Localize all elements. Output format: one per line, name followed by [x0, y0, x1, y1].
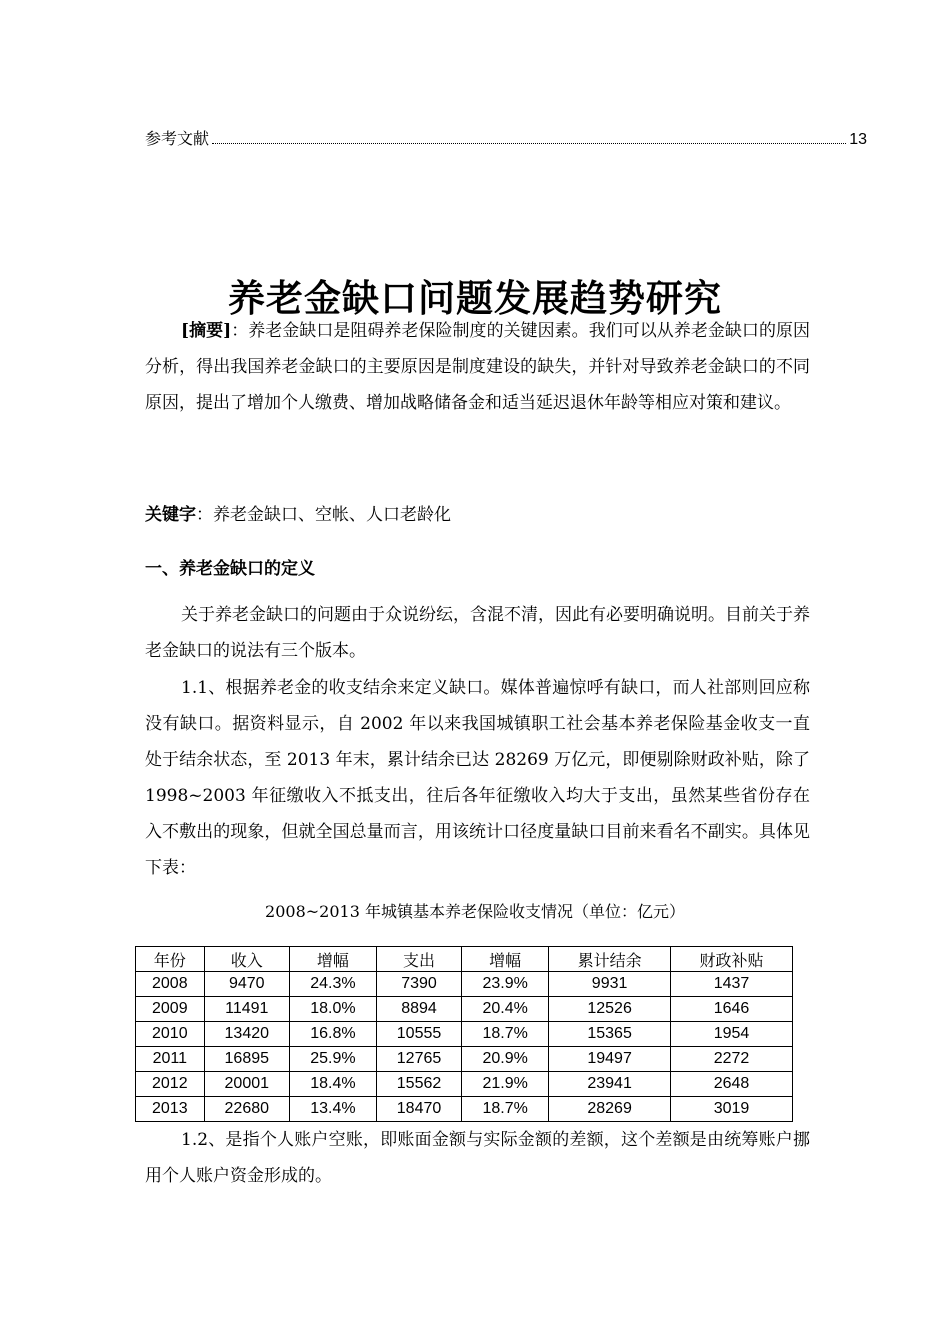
abstract-paragraph [145, 313, 810, 421]
header-income: 收入 [204, 947, 289, 972]
abstract-label: [摘要] [181, 321, 232, 341]
table-cell: 2011 [136, 1047, 205, 1072]
table-header-row [136, 947, 793, 972]
header-fiscal-subsidy: 财政补贴 [671, 947, 793, 972]
table-cell: 28269 [549, 1097, 671, 1122]
table-cell: 20.9% [462, 1047, 549, 1072]
table-cell: 23941 [549, 1072, 671, 1097]
table-row [136, 1072, 793, 1097]
table-cell: 9931 [549, 972, 671, 997]
table-cell: 25.9% [289, 1047, 376, 1072]
table-cell: 15562 [376, 1072, 461, 1097]
table-row [136, 1047, 793, 1072]
table-cell: 18.0% [289, 997, 376, 1022]
table-cell: 9470 [204, 972, 289, 997]
table-cell: 19497 [549, 1047, 671, 1072]
table-cell: 2008 [136, 972, 205, 997]
table-cell: 16.8% [289, 1022, 376, 1047]
table-cell: 18.7% [462, 1097, 549, 1122]
table-row [136, 1022, 793, 1047]
table-row [136, 997, 793, 1022]
table-cell: 12526 [549, 997, 671, 1022]
table-cell: 18.7% [462, 1022, 549, 1047]
table-cell: 8894 [376, 997, 461, 1022]
table-cell: 12765 [376, 1047, 461, 1072]
toc-entry-label: 参考文献 [145, 129, 210, 148]
header-cumulative-balance: 累计结余 [549, 947, 671, 972]
keywords-line [145, 497, 810, 533]
table-cell: 2012 [136, 1072, 205, 1097]
table-cell: 15365 [549, 1022, 671, 1047]
table-cell: 1954 [671, 1022, 793, 1047]
header-expenditure-growth: 增幅 [462, 947, 549, 972]
abstract-text: ：养老金缺口是阻碍养老保险制度的关键因素。我们可以从养老金缺口的原因分析，得出我国养老金缺口的主要原因是制度建设的缺失，并针对导致养老金缺口的不同原因，提出了增加个人缴费、增加战略储备金和适当延迟退休年龄等相应对策和建议。 [145, 321, 811, 413]
table-row [136, 1097, 793, 1122]
table-cell: 2648 [671, 1072, 793, 1097]
toc-leader-dots [212, 143, 846, 144]
keywords-text: ：养老金缺口、空帐、人口老龄化 [196, 505, 451, 525]
table-cell: 21.9% [462, 1072, 549, 1097]
table-cell: 2013 [136, 1097, 205, 1122]
toc-entry-references[interactable] [145, 126, 867, 149]
header-expenditure: 支出 [376, 947, 461, 972]
paragraph-1-1: 1.1、根据养老金的收支结余来定义缺口。媒体普遍惊呼有缺口，而人社部则回应称没有缺口。据资料显示，自 2002 年以来我国城镇职工社会基本养老保险基金收支一直处于结余状态，至 2013 年末，累计结余已达 28269 万亿元，即便剔除财政补贴，除了 1998~2003 年征缴收入不抵支出，往后各年征缴收入均大于支出，虽然某些省份存在入不敷出的现象，但就全国总量而言，用该统计口径度量缺口目前来看名不副实。具体见下表： [145, 678, 810, 878]
table-cell: 18.4% [289, 1072, 376, 1097]
table-cell: 1646 [671, 997, 793, 1022]
table-cell: 3019 [671, 1097, 793, 1122]
table-cell: 23.9% [462, 972, 549, 997]
table-cell: 1437 [671, 972, 793, 997]
header-income-growth: 增幅 [289, 947, 376, 972]
table-cell: 24.3% [289, 972, 376, 997]
section-heading: 一、养老金缺口的定义 [145, 559, 315, 579]
table-cell: 10555 [376, 1022, 461, 1047]
keywords-label: 关键字 [145, 505, 196, 525]
header-year: 年份 [136, 947, 205, 972]
document-title: 养老金缺口问题发展趋势研究 [228, 276, 722, 320]
section-intro-paragraph: 关于养老金缺口的问题由于众说纷纭，含混不清，因此有必要明确说明。目前关于养老金缺口的说法有三个版本。 [145, 605, 810, 661]
table-row [136, 972, 793, 997]
table-cell: 2009 [136, 997, 205, 1022]
table-cell: 18470 [376, 1097, 461, 1122]
paragraph-1-2: 1.2、是指个人账户空账，即账面金额与实际金额的差额，这个差额是由统筹账户挪用个人账户资金形成的。 [145, 1130, 810, 1186]
table-cell: 22680 [204, 1097, 289, 1122]
table-cell: 7390 [376, 972, 461, 997]
table-cell: 13.4% [289, 1097, 376, 1122]
table-cell: 11491 [204, 997, 289, 1022]
table-cell: 16895 [204, 1047, 289, 1072]
table-cell: 2272 [671, 1047, 793, 1072]
pension-data-table [135, 946, 793, 1122]
table-cell: 13420 [204, 1022, 289, 1047]
toc-page-number: 13 [849, 131, 867, 148]
table-cell: 2010 [136, 1022, 205, 1047]
table-caption: 2008~2013 年城镇基本养老保险收支情况（单位：亿元） [265, 902, 685, 921]
table-cell: 20.4% [462, 997, 549, 1022]
table-cell: 20001 [204, 1072, 289, 1097]
